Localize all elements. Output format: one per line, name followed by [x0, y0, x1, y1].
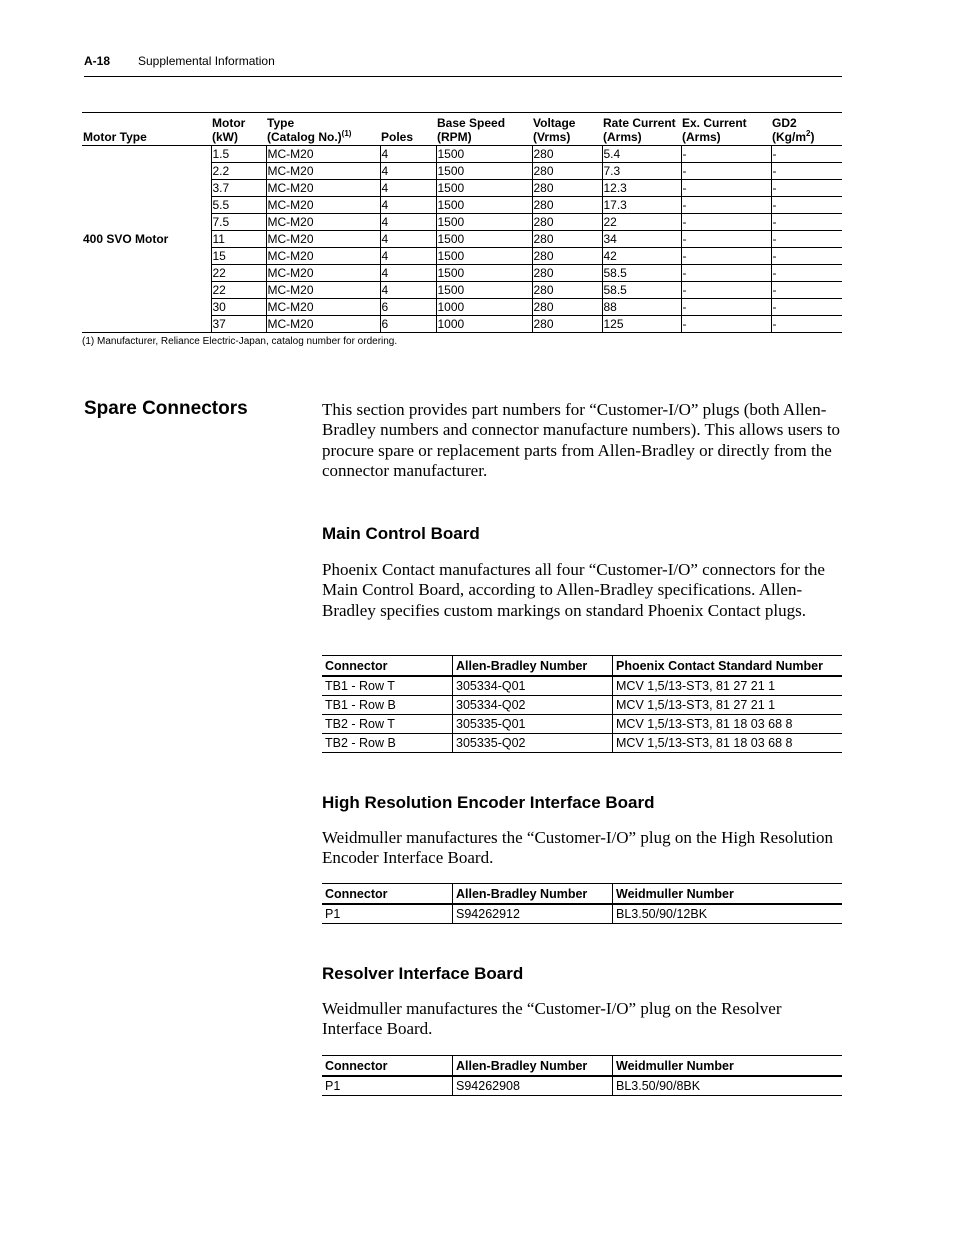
- motor-table-cell: 6: [380, 299, 436, 316]
- motor-table-cell: 125: [602, 316, 681, 333]
- motor-table-cell: 4: [380, 214, 436, 231]
- motor-specs-table: [82, 112, 842, 333]
- motor-table-cell: 280: [532, 248, 602, 265]
- motor-table-cell: 280: [532, 197, 602, 214]
- motor-table-cell: 280: [532, 231, 602, 248]
- motor-table-cell: 280: [532, 282, 602, 299]
- connector-table-header: Phoenix Contact Standard Number: [613, 656, 843, 677]
- motor-type-cell: 400 SVO Motor: [82, 146, 211, 333]
- connector-table-header: Connector: [322, 884, 453, 905]
- encoder-board-table: [322, 883, 842, 924]
- motor-table-cell: -: [771, 231, 842, 248]
- main-control-board-table: [322, 655, 842, 753]
- connector-table-row: [322, 676, 842, 696]
- header-motor-kw: Motor (kW): [211, 113, 266, 146]
- page-number: A-18: [84, 54, 111, 68]
- connector-table-cell: P1: [322, 904, 453, 924]
- motor-table-cell: MC-M20: [266, 197, 380, 214]
- connector-table-cell: 305334-Q01: [453, 676, 613, 696]
- motor-table-cell: 7.5: [211, 214, 266, 231]
- header-type: Type (Catalog No.)$^{(1)}$: [266, 113, 380, 146]
- motor-table-cell: MC-M20: [266, 316, 380, 333]
- motor-table-cell: 37: [211, 316, 266, 333]
- connector-table-header-row: [322, 884, 842, 905]
- motor-table-cell: 1500: [436, 282, 532, 299]
- motor-table-cell: 4: [380, 265, 436, 282]
- motor-table-row: [82, 146, 842, 163]
- motor-table-cell: 1500: [436, 231, 532, 248]
- motor-table-cell: 4: [380, 146, 436, 163]
- motor-table-cell: 22: [211, 265, 266, 282]
- motor-table-cell: -: [771, 282, 842, 299]
- connector-table-cell: S94262908: [453, 1076, 613, 1096]
- motor-table-cell: 280: [532, 146, 602, 163]
- connector-table-row: [322, 904, 842, 924]
- connector-table-cell: TB2 - Row B: [322, 734, 453, 753]
- motor-table-cell: 4: [380, 231, 436, 248]
- motor-table-cell: -: [771, 214, 842, 231]
- connector-table-header: Allen-Bradley Number: [453, 656, 613, 677]
- motor-table-cell: MC-M20: [266, 282, 380, 299]
- motor-table-cell: -: [771, 316, 842, 333]
- header-ex-current: Ex. Current (Arms): [681, 113, 771, 146]
- motor-table-cell: -: [681, 248, 771, 265]
- motor-table-cell: 4: [380, 197, 436, 214]
- motor-table-cell: -: [771, 299, 842, 316]
- motor-table-cell: 280: [532, 214, 602, 231]
- motor-table-cell: -: [771, 197, 842, 214]
- motor-table-cell: -: [681, 146, 771, 163]
- subhead-main-control-board: Main Control Board: [322, 524, 480, 543]
- motor-table-cell: 58.5: [602, 265, 681, 282]
- table-footnote: (1) Manufacturer, Reliance Electric-Japan, catalog number for ordering.: [82, 336, 398, 347]
- connector-table-cell: TB1 - Row B: [322, 696, 453, 715]
- header-gd2: GD2 $(Kg/m^2)$: [771, 113, 842, 146]
- motor-table-cell: 11: [211, 231, 266, 248]
- motor-table-cell: -: [771, 180, 842, 197]
- motor-table-cell: -: [681, 316, 771, 333]
- motor-table-cell: MC-M20: [266, 214, 380, 231]
- motor-table-cell: 1500: [436, 146, 532, 163]
- connector-table-cell: TB1 - Row T: [322, 676, 453, 696]
- motor-table-header-row: [82, 113, 842, 146]
- motor-table-cell: MC-M20: [266, 231, 380, 248]
- connector-table-header-row: [322, 656, 842, 677]
- connector-table-cell: 305334-Q02: [453, 696, 613, 715]
- motor-table-cell: -: [681, 265, 771, 282]
- connector-table-header: Allen-Bradley Number: [453, 884, 613, 905]
- motor-table-cell: 1500: [436, 214, 532, 231]
- motor-table-cell: 1500: [436, 163, 532, 180]
- motor-table-cell: MC-M20: [266, 299, 380, 316]
- connector-table-header: Connector: [322, 656, 453, 677]
- motor-table-cell: -: [681, 299, 771, 316]
- motor-table-cell: -: [681, 197, 771, 214]
- motor-table-cell: -: [771, 146, 842, 163]
- motor-table-cell: -: [681, 180, 771, 197]
- motor-table-cell: 58.5: [602, 282, 681, 299]
- connector-table-cell: BL3.50/90/8BK: [613, 1076, 843, 1096]
- motor-table-cell: 1000: [436, 299, 532, 316]
- header-rate-current: Rate Current (Arms): [602, 113, 681, 146]
- motor-table-cell: 34: [602, 231, 681, 248]
- connector-table-cell: MCV 1,5/13-ST3, 81 18 03 68 8: [613, 715, 843, 734]
- motor-table-cell: 12.3: [602, 180, 681, 197]
- motor-table-cell: -: [771, 248, 842, 265]
- connector-table-cell: MCV 1,5/13-ST3, 81 27 21 1: [613, 676, 843, 696]
- motor-table-cell: 4: [380, 282, 436, 299]
- connector-table-cell: TB2 - Row T: [322, 715, 453, 734]
- motor-table-cell: -: [681, 231, 771, 248]
- encoder-board-text: Weidmuller manufactures the “Customer-I/O” plug on the High Resolution Encoder Interface Board.: [322, 828, 834, 868]
- motor-table-cell: MC-M20: [266, 265, 380, 282]
- header-poles: Poles: [380, 113, 436, 146]
- motor-table-cell: 42: [602, 248, 681, 265]
- motor-table-cell: 280: [532, 163, 602, 180]
- spare-connectors-intro: This section provides part numbers for “Customer-I/O” plugs (both Allen-Bradley numbers and connector manufacture numbers). This allows users to procure spare or replacement parts from Allen-Bradley or directly from the connector manufacturer.: [322, 400, 841, 480]
- running-header: [84, 52, 842, 77]
- motor-table-cell: 1500: [436, 197, 532, 214]
- motor-table-cell: 22: [211, 282, 266, 299]
- subhead-encoder-board: High Resolution Encoder Interface Board: [322, 793, 655, 812]
- motor-table-cell: 15: [211, 248, 266, 265]
- header-voltage: Voltage (Vrms): [532, 113, 602, 146]
- motor-table-cell: -: [771, 265, 842, 282]
- header-motor-type: Motor Type: [82, 113, 211, 146]
- motor-table-cell: 4: [380, 180, 436, 197]
- motor-table-cell: 1500: [436, 180, 532, 197]
- section-name: Supplemental Information: [138, 54, 275, 68]
- connector-table-row: [322, 1076, 842, 1096]
- motor-table-cell: 280: [532, 316, 602, 333]
- connector-table-header: Weidmuller Number: [613, 1056, 843, 1077]
- motor-table-cell: 6: [380, 316, 436, 333]
- motor-table-cell: 22: [602, 214, 681, 231]
- motor-table-cell: 88: [602, 299, 681, 316]
- connector-table-header: Allen-Bradley Number: [453, 1056, 613, 1077]
- motor-table-cell: -: [681, 214, 771, 231]
- motor-table-cell: 3.7: [211, 180, 266, 197]
- connector-table-cell: 305335-Q01: [453, 715, 613, 734]
- motor-table-cell: MC-M20: [266, 163, 380, 180]
- header-base-speed: Base Speed (RPM): [436, 113, 532, 146]
- motor-table-cell: 4: [380, 248, 436, 265]
- motor-table-cell: 2.2: [211, 163, 266, 180]
- connector-table-cell: BL3.50/90/12BK: [613, 904, 843, 924]
- motor-table-cell: 280: [532, 299, 602, 316]
- resolver-board-text: Weidmuller manufactures the “Customer-I/O” plug on the Resolver Interface Board.: [322, 999, 782, 1039]
- motor-table-cell: 30: [211, 299, 266, 316]
- motor-table-cell: 280: [532, 265, 602, 282]
- motor-table-cell: MC-M20: [266, 248, 380, 265]
- motor-table-cell: MC-M20: [266, 146, 380, 163]
- resolver-board-table: [322, 1055, 842, 1096]
- motor-table-cell: 1.5: [211, 146, 266, 163]
- motor-table-cell: -: [681, 163, 771, 180]
- motor-table-cell: 1500: [436, 265, 532, 282]
- connector-table-cell: S94262912: [453, 904, 613, 924]
- connector-table-header-row: [322, 1056, 842, 1077]
- connector-table-row: [322, 715, 842, 734]
- connector-table-cell: 305335-Q02: [453, 734, 613, 753]
- motor-table-cell: 5.4: [602, 146, 681, 163]
- motor-table-cell: -: [771, 163, 842, 180]
- subhead-resolver-board: Resolver Interface Board: [322, 964, 524, 983]
- motor-table-cell: 17.3: [602, 197, 681, 214]
- motor-table-cell: 1000: [436, 316, 532, 333]
- motor-table-cell: -: [681, 282, 771, 299]
- connector-table-row: [322, 696, 842, 715]
- motor-table-cell: MC-M20: [266, 180, 380, 197]
- connector-table-cell: MCV 1,5/13-ST3, 81 27 21 1: [613, 696, 843, 715]
- motor-table-cell: 7.3: [602, 163, 681, 180]
- motor-table-cell: 1500: [436, 248, 532, 265]
- main-control-board-text: Phoenix Contact manufactures all four “Customer-I/O” connectors for the Main Control Board, according to Allen-Bradley specifications. Allen-Bradley specifies custom markings on standard Phoenix Contact plugs.: [322, 560, 825, 620]
- motor-table-cell: 5.5: [211, 197, 266, 214]
- connector-table-cell: P1: [322, 1076, 453, 1096]
- connector-table-cell: MCV 1,5/13-ST3, 81 18 03 68 8: [613, 734, 843, 753]
- connector-table-header: Connector: [322, 1056, 453, 1077]
- motor-table-cell: 280: [532, 180, 602, 197]
- connector-table-row: [322, 734, 842, 753]
- motor-table-cell: 4: [380, 163, 436, 180]
- connector-table-header: Weidmuller Number: [613, 884, 843, 905]
- section-title-spare-connectors: Spare Connectors: [84, 398, 248, 419]
